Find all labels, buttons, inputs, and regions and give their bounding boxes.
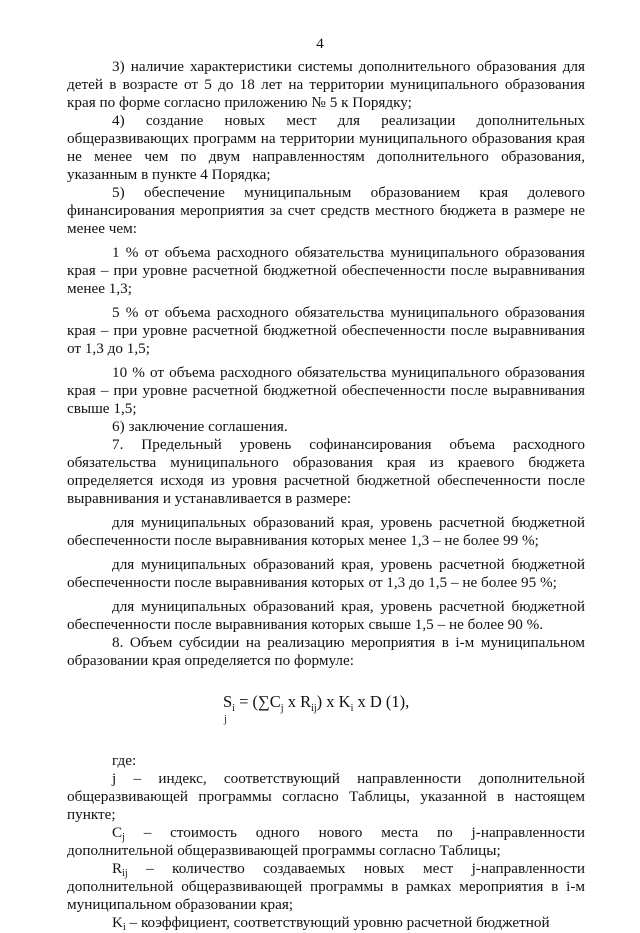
page-number: 4	[316, 36, 324, 52]
paragraph-limit-95: для муниципальных образований края, уровень расчетной бюджетной обеспеченности после выравнивания которых от 1,3 до 1,5 – не более 95 %;	[67, 556, 585, 591]
formula-c-subscript: j	[280, 703, 284, 714]
paragraph-limit-99: для муниципальных образований края, уровень расчетной бюджетной обеспеченности после выравнивания которых менее 1,3 – не более 99 %;	[67, 514, 585, 549]
formula-times-r: x R	[283, 692, 312, 711]
paragraph-clause-7: 7. Предельный уровень софинансирования объема расходного обязательства муниципального образования края из краевого бюджета определяется исходя из уровня расчетной бюджетной обеспеченности после выравнивания и устанавливается в размере:	[67, 436, 585, 507]
definition-rij-symbol: R	[112, 860, 123, 877]
paragraph-item-5: 5) обеспечение муниципальным образованием края долевого финансирования мероприятия за счет средств местного бюджета в размере не менее чем:	[67, 184, 585, 237]
where-label: где:	[112, 752, 137, 769]
formula-sum-c: = (∑C	[234, 692, 281, 711]
definition-j-text: – индекс, соответствующий направленности дополнительной общеразвивающей программы согласно Таблицы, указанной в настоящем пункте;	[67, 770, 585, 823]
formula-s-subscript: i	[232, 703, 235, 714]
definition-cj-text: – стоимость одного нового места по j-направленности дополнительной общеразвивающей программы согласно Таблицы;	[67, 824, 585, 859]
paragraph-limit-90: для муниципальных образований края, уровень расчетной бюджетной обеспеченности после выравнивания которых свыше 1,5 – не более 90 %.	[67, 598, 585, 633]
definition-ki	[67, 914, 585, 932]
formula-k-subscript: i	[350, 703, 354, 714]
paragraph-clause-8: 8. Объем субсидии на реализацию мероприятия в i-м муниципальном образовании края определяется по формуле:	[67, 634, 585, 669]
formula-times-k: ) x K	[316, 692, 351, 711]
paragraph-share-10-percent: 10 % от объема расходного обязательства муниципального образования края – при уровне расчетной бюджетной обеспеченности после выравнивания свыше 1,5;	[67, 364, 585, 417]
definition-cj-subscript: j	[122, 832, 125, 843]
formula-sum-index: j	[224, 714, 227, 725]
formula-s: S	[223, 692, 233, 711]
definition-ki-subscript: i	[122, 922, 126, 933]
definition-ki-symbol: K	[112, 914, 123, 931]
paragraph-share-1-percent: 1 % от объема расходного обязательства муниципального образования края – при уровне расчетной бюджетной обеспеченности после выравнивания менее 1,3;	[67, 244, 585, 297]
paragraph-share-5-percent: 5 % от объема расходного обязательства муниципального образования края – при уровне расчетной бюджетной обеспеченности после выравнивания от 1,3 до 1,5;	[67, 304, 585, 357]
definition-cj-symbol: C	[112, 824, 123, 841]
subsidy-formula	[67, 692, 585, 732]
paragraph-item-4: 4) создание новых мест для реализации дополнительных общеразвивающих программ на территории муниципального образования края не менее чем по двум направленностям дополнительного образования, указанным в пункте 4 Порядка;	[67, 112, 585, 183]
paragraph-item-6: 6) заключение соглашения.	[112, 418, 288, 435]
definition-j-symbol: j	[112, 770, 117, 787]
definition-rij-subscript: ij	[122, 868, 128, 879]
definition-rij	[67, 860, 585, 914]
definition-ki-text: – коэффициент, соответствующий уровню расчетной бюджетной	[125, 914, 550, 931]
definition-cj	[67, 824, 585, 860]
paragraph-item-3: 3) наличие характеристики системы дополнительного образования для детей в возрасте от 5 до 18 лет на территории муниципального образования края по форме согласно приложению № 5 к Порядку;	[67, 58, 585, 111]
definition-rij-text: – количество создаваемых новых мест j-направленности дополнительной общеразвивающей программы в рамках мероприятия в i-м муниципальном образовании края;	[67, 860, 585, 913]
formula-tail: x D (1),	[353, 692, 410, 711]
document-body	[67, 58, 585, 932]
formula-r-subscript: ij	[311, 703, 317, 714]
definition-j	[67, 770, 585, 824]
